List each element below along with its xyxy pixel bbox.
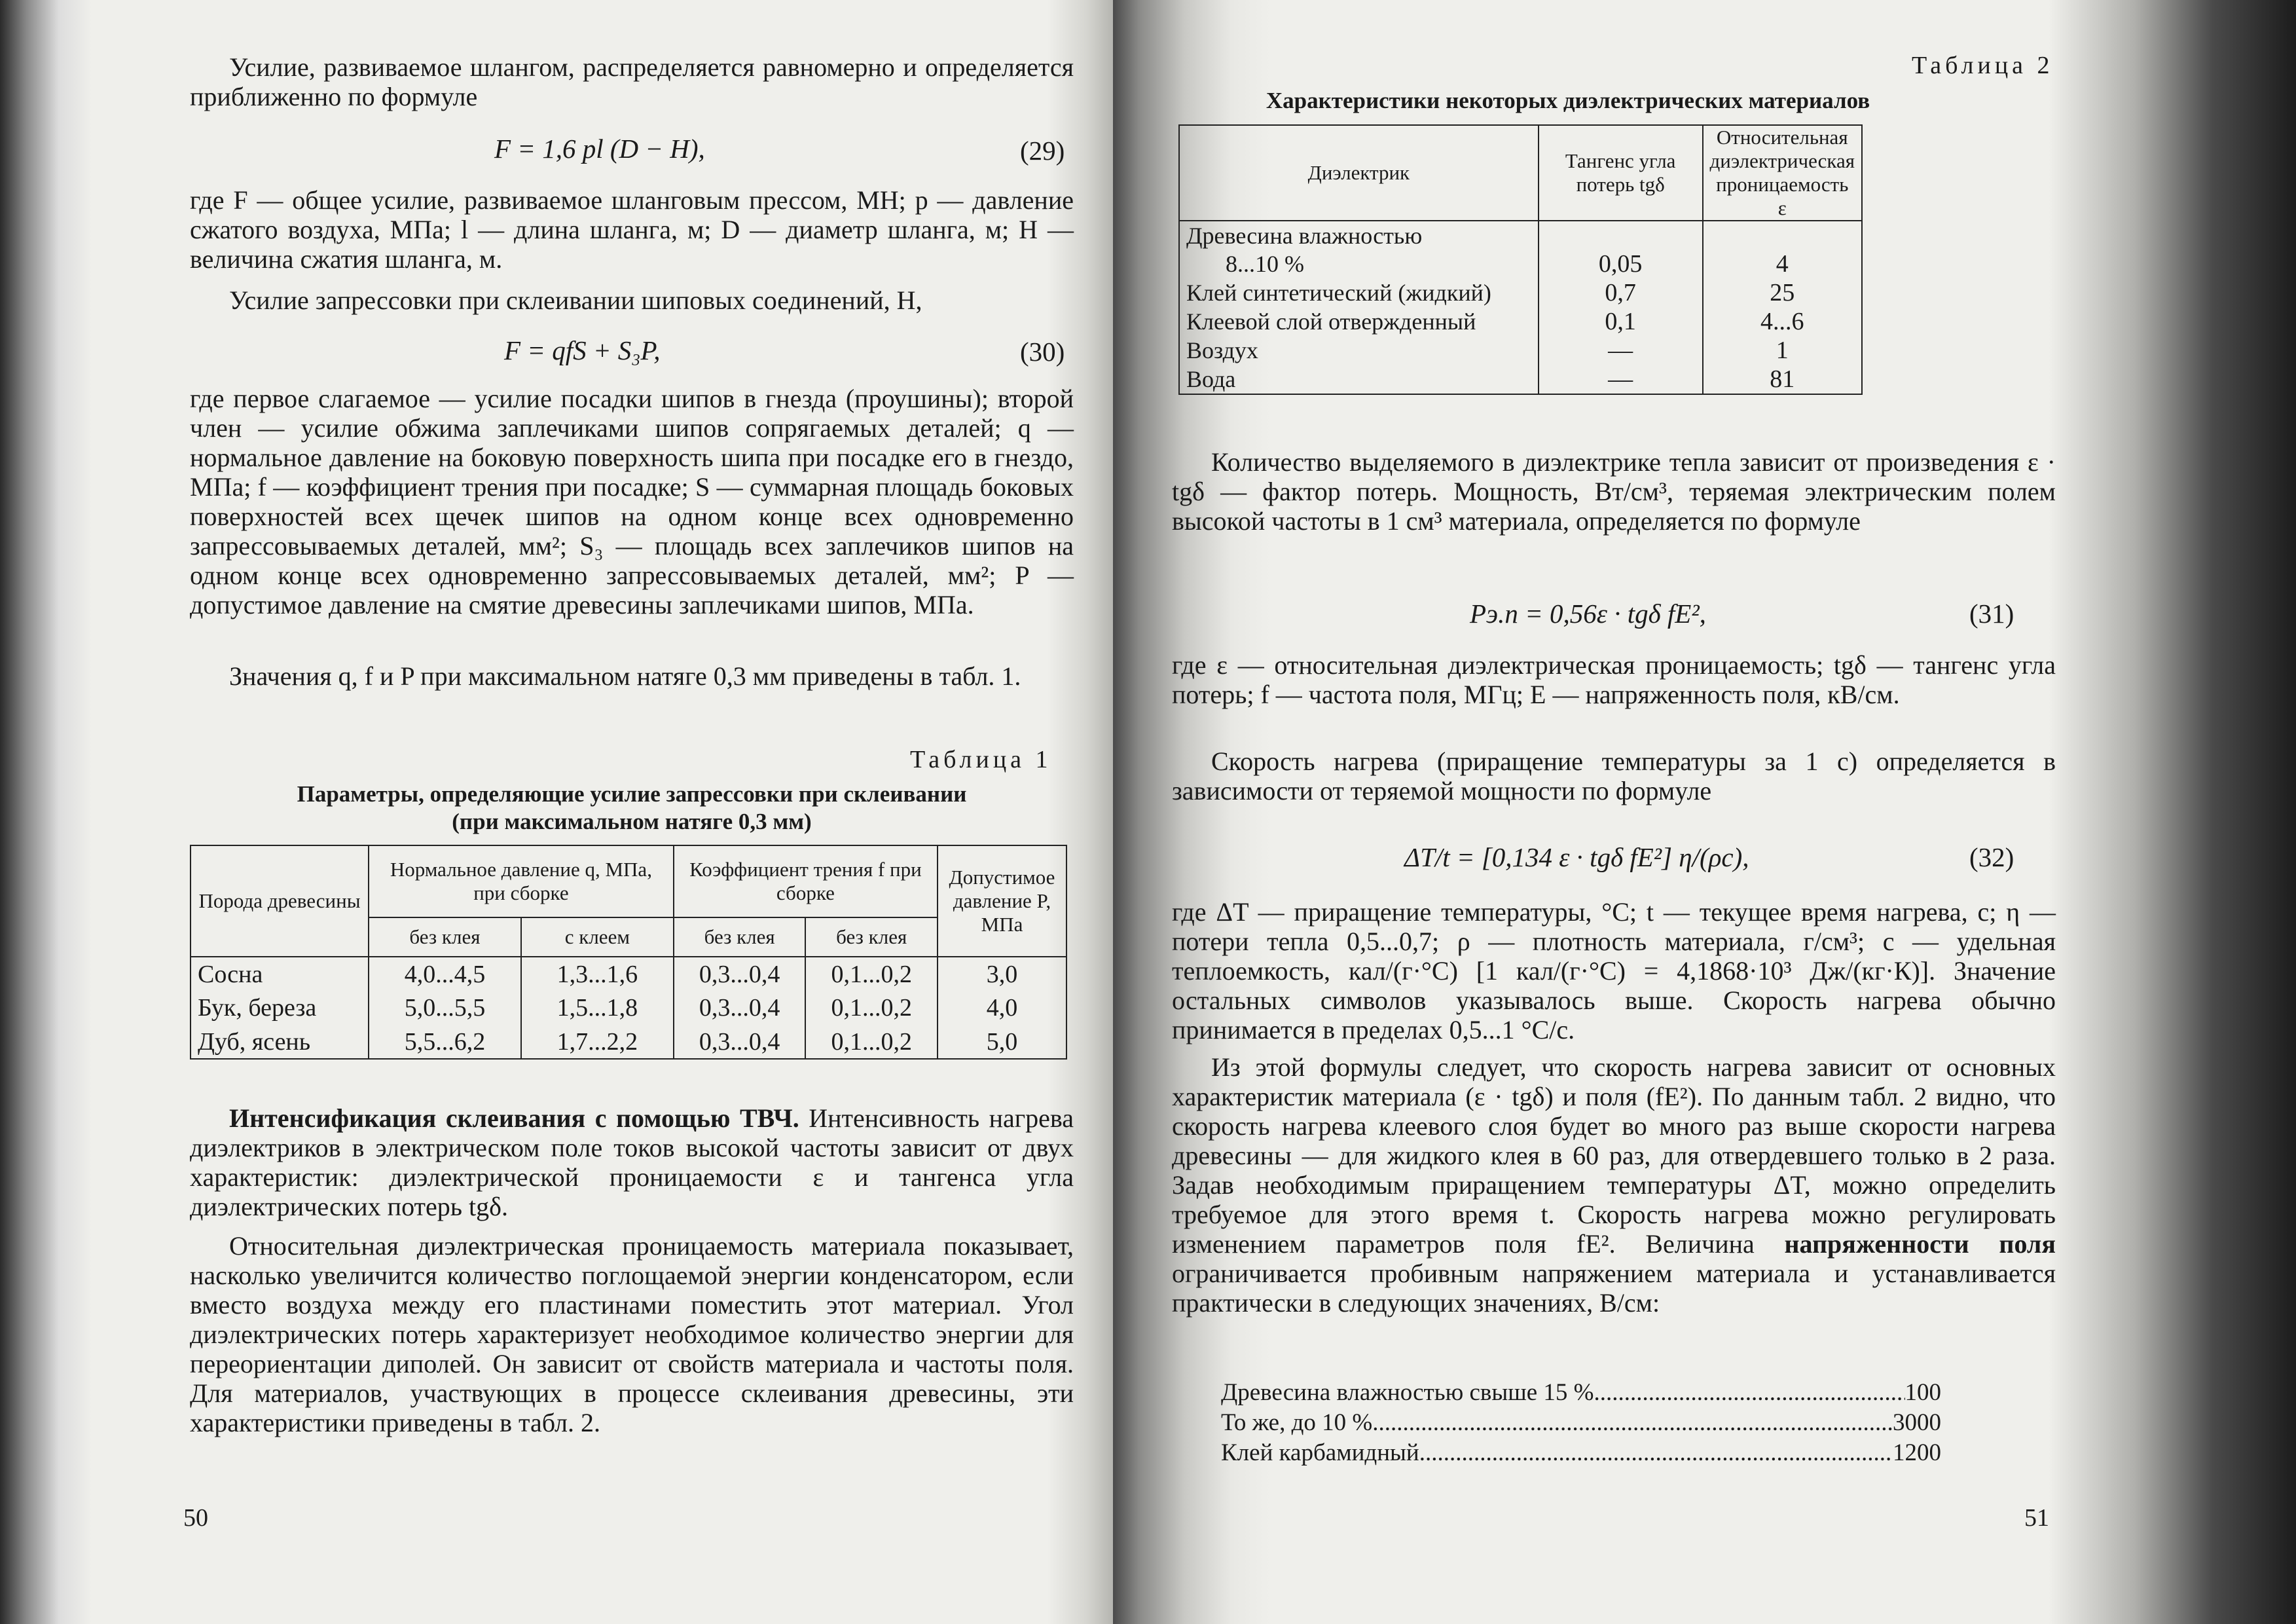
table-row: Сосна 4,0...4,5 1,3...1,6 0,3...0,4 0,1...0,2 3,0 bbox=[191, 957, 1066, 991]
paragraph: Усилие, развиваемое шлангом, распределяется равномерно и определяется приближенно по формуле bbox=[190, 52, 1074, 111]
bold-term: напряженности поля bbox=[1784, 1229, 2056, 1259]
column-subheader: без клея bbox=[369, 917, 521, 957]
table-row: Вода — 81 bbox=[1179, 365, 1862, 394]
table-row: 8...10 % 0,05 4 bbox=[1179, 249, 1862, 278]
table-1 bbox=[190, 845, 1067, 1060]
table-row: Клеевой слой отвержденный 0,1 4...6 bbox=[1179, 307, 1862, 336]
paragraph: Интенсификация склеивания с помощью ТВЧ. Интенсивность нагрева диэлектриков в электрическом поле токов высокой частоты зависит от двух характеристик: диэлектрической проницаемости ε и тангенса угла диэлектрических потерь tgδ. bbox=[190, 1103, 1074, 1221]
table-2 bbox=[1178, 124, 1863, 395]
column-header: Порода древесины bbox=[191, 845, 369, 957]
table-label: Таблица 1 bbox=[910, 746, 1052, 773]
list-item: Древесина влажностью свыше 15 % ..... 100 bbox=[1221, 1378, 1941, 1408]
formula-number: (31) bbox=[1969, 599, 2014, 629]
formula-31: Pэ.п = 0,56ε · tgδ fE², bbox=[1470, 599, 1706, 629]
formula-29: F = 1,6 pl (D − H), bbox=[494, 134, 705, 164]
table-row: Древесина влажностью bbox=[1179, 221, 1862, 249]
table-row: Бук, береза 5,0...5,5 1,5...1,8 0,3...0,4 0,1...0,2 4,0 bbox=[191, 991, 1066, 1025]
table-title: Характеристики некоторых диэлектрических материалов bbox=[1266, 88, 1870, 113]
formula-number: (30) bbox=[1020, 337, 1065, 367]
paragraph: где первое слагаемое — усилие посадки шипов в гнезда (проушины); второй член — усилие обжима заплечиками шипов сопрягаемых деталей; q — нормальное давление на боковую поверхность шипа при посадке его в гнездо, МПа; f — коэффициент трения при посадке; S — суммарная площадь боковых поверхностей всех щечек шипов на одном конце всех одновременно запрессовываемых деталей, мм²; S₃ — площадь всех заплечиков шипов на одном конце всех одновременно запрессовываемых деталей, мм²; P — допустимое давление на смятие древесины заплечиками шипов, МПа. bbox=[190, 384, 1074, 619]
left-page bbox=[0, 0, 1113, 1624]
value-list bbox=[1221, 1378, 1941, 1468]
column-header: Допустимое давление P, МПа bbox=[938, 845, 1066, 957]
paragraph: где ε — относительная диэлектрическая проницаемость; tgδ — тангенс угла потерь; f — частота поля, МГц; E — напряженность поля, кВ/см. bbox=[1172, 650, 2056, 709]
paragraph: Из этой формулы следует, что скорость нагрева зависит от основных характеристик материала (ε · tgδ) и поля (fE²). По данным табл. 2 видно, что скорость нагрева клеевого слоя будет во много раз выше скорости нагрева древесины — для жидкого клея в 60 раз, для отвердевшего только в 2 раза. Задав необходимым приращением температуры ΔT, можно определить требуемое для этого время t. Скорость нагрева можно регулировать изменением параметров поля fE². Величина напряженности поля ограничивается пробивным напряжением материала и устанавливается практически в следующих значениях, В/см: bbox=[1172, 1052, 2056, 1318]
column-header: Относительная диэлектрическая проницаемость ε bbox=[1703, 125, 1863, 221]
table-title: Параметры, определяющие усилие запрессовки при склеивании (при максимальном натяге 0,3 мм) bbox=[297, 781, 967, 834]
table-row: Дуб, ясень 5,5...6,2 1,7...2,2 0,3...0,4 0,1...0,2 5,0 bbox=[191, 1025, 1066, 1059]
column-subheader: без клея bbox=[805, 917, 938, 957]
formula-number: (29) bbox=[1020, 136, 1065, 166]
paragraph: Количество выделяемого в диэлектрике тепла зависит от произведения ε · tgδ — фактор потерь. Мощность, Вт/см³, теряемая электрическим полем высокой частоты в 1 см³ материала, определяется по формуле bbox=[1172, 447, 2056, 536]
table-label: Таблица 2 bbox=[1912, 52, 2054, 79]
column-header: Тангенс угла потерь tgδ bbox=[1539, 125, 1703, 221]
paragraph: где F — общее усилие, развиваемое шланговым прессом, МН; p — давление сжатого воздуха, МПа; l — длина шланга, м; D — диаметр шланга, м; H — величина сжатия шланга, м. bbox=[190, 185, 1074, 274]
section-heading: Интенсификация склеивания с помощью ТВЧ. bbox=[229, 1103, 799, 1133]
page-number: 51 bbox=[2024, 1504, 2049, 1532]
paragraph: Скорость нагрева (приращение температуры за 1 с) определяется в зависимости от теряемой мощности по формуле bbox=[1172, 747, 2056, 805]
table-row: Клей синтетический (жидкий) 0,7 25 bbox=[1179, 278, 1862, 307]
table-row: Воздух — 1 bbox=[1179, 336, 1862, 365]
column-header: Диэлектрик bbox=[1179, 125, 1539, 221]
page-number: 50 bbox=[183, 1504, 208, 1532]
formula-30: F = qfS + S₃P, bbox=[504, 335, 661, 365]
list-item: Клей карбамидный ..... 1200 bbox=[1221, 1438, 1941, 1468]
column-header: Нормальное давление q, МПа, при сборке bbox=[369, 845, 674, 917]
formula-number: (32) bbox=[1969, 842, 2014, 872]
paragraph: Усилие запрессовки при склеивании шиповых соединений, Н, bbox=[229, 286, 922, 315]
column-subheader: без клея bbox=[674, 917, 806, 957]
paragraph: Значения q, f и P при максимальном натяге 0,3 мм приведены в табл. 1. bbox=[229, 661, 1021, 691]
formula-32: ΔT/t = [0,134 ε · tgδ fE²] η/(ρc), bbox=[1404, 842, 1749, 872]
column-subheader: с клеем bbox=[521, 917, 674, 957]
paragraph: где ΔT — приращение температуры, °C; t — текущее время нагрева, с; η — потери тепла 0,5...0,7; ρ — плотность материала, г/см³; c — удельная теплоемкость, кал/(г·°С) [1 кал/(г·°С) = 4,1868·10³ Дж/(кг·К)]. Значение остальных символов указывалось выше. Скорость нагрева обычно принимается в пределах 0,5...1 °С/с. bbox=[1172, 897, 2056, 1044]
paragraph: Относительная диэлектрическая проницаемость материала показывает, насколько увеличится количество поглощаемой энергии конденсатором, если вместо воздуха между его пластинами поместить этот материал. Угол диэлектрических потерь характеризует необходимое количество энергии для переориентации диполей. Он зависит от свойств материала и частоты поля. Для материалов, участвующих в процессе склеивания древесины, эти характеристики приведены в табл. 2. bbox=[190, 1231, 1074, 1437]
right-page bbox=[1113, 0, 2296, 1624]
list-item: То же, до 10 % ..... 3000 bbox=[1221, 1408, 1941, 1438]
column-header: Коэффициент трения f при сборке bbox=[674, 845, 938, 917]
